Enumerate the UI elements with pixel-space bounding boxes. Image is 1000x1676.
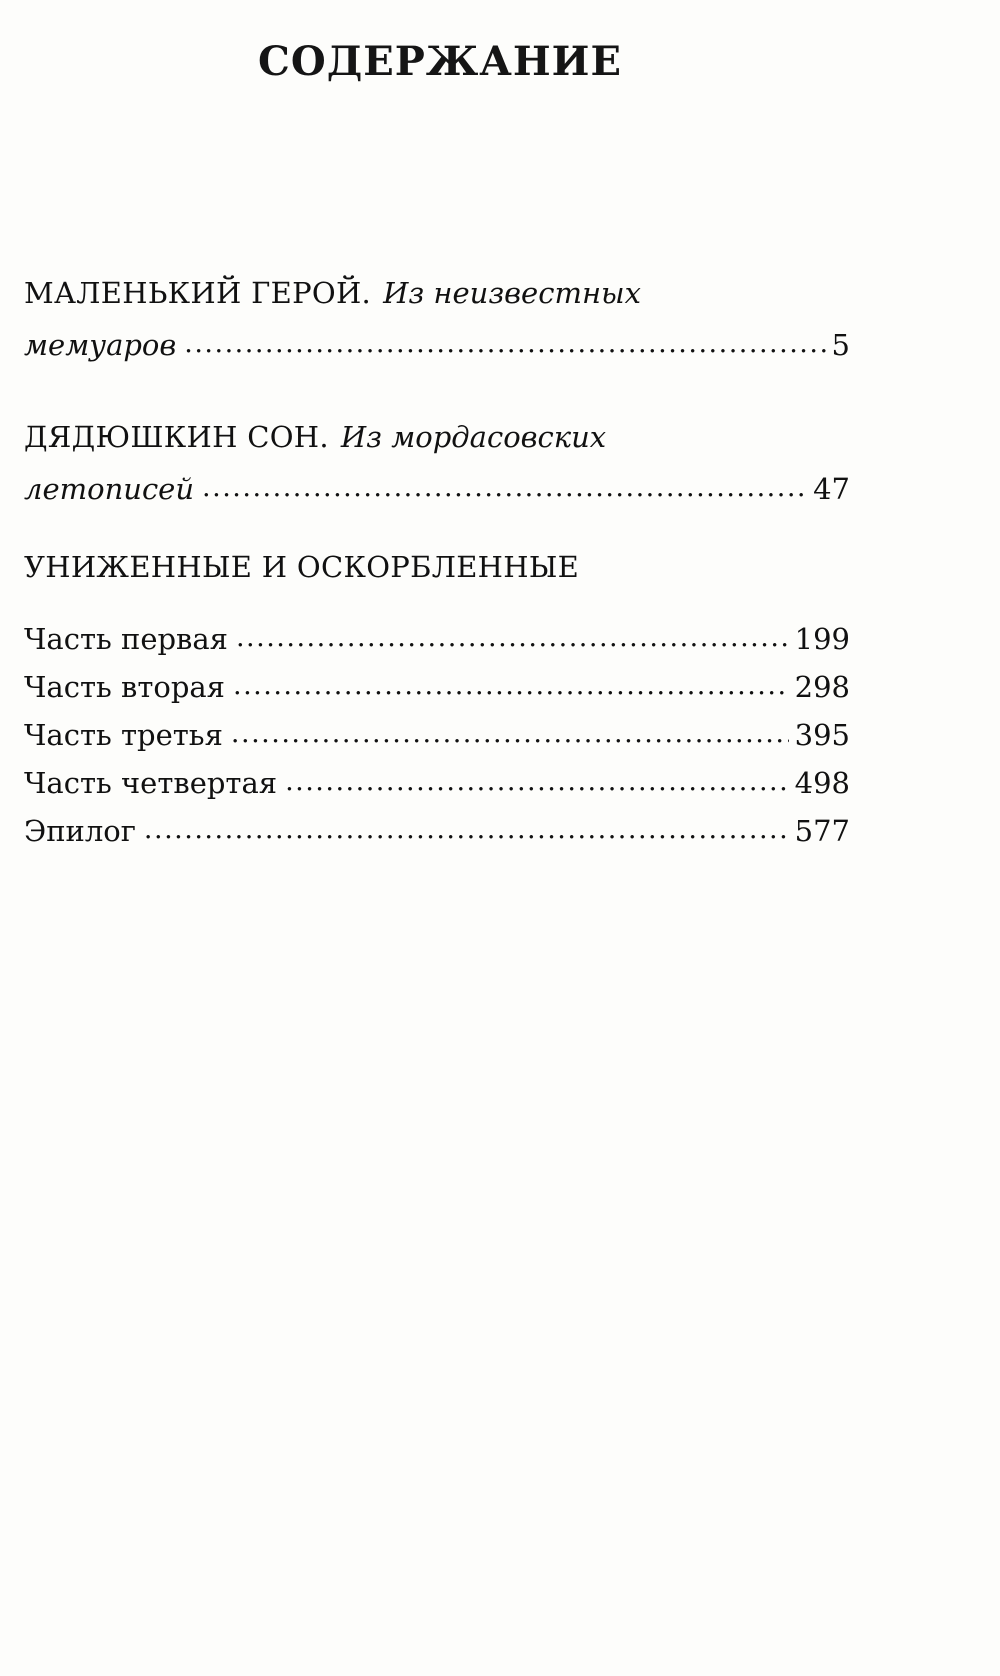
part-label: Часть вторая — [24, 670, 225, 704]
toc-part-2[interactable] — [24, 668, 850, 716]
part-page: 498 — [794, 766, 850, 800]
part-label: Часть третья — [24, 718, 223, 752]
dot-leader — [236, 620, 789, 649]
toc-entry-1-title: МАЛЕНЬКИЙ ГЕРОЙ. — [24, 276, 372, 310]
novel-heading — [24, 550, 850, 598]
part-page: 395 — [794, 718, 850, 752]
dot-leader — [285, 764, 789, 793]
dot-leader — [184, 326, 825, 355]
toc-entry-1-page: 5 — [831, 328, 850, 362]
dot-leader — [231, 716, 789, 745]
toc-entry-2-page: 47 — [813, 472, 850, 506]
toc-entry-1-line[interactable] — [24, 326, 850, 376]
novel-title: УНИЖЕННЫЕ И ОСКОРБЛЕННЫЕ — [24, 550, 580, 584]
toc-entry-2-subtitle-line1: Из мордасовских — [340, 420, 607, 454]
dot-leader — [144, 812, 789, 841]
part-page: 199 — [794, 622, 850, 656]
toc-part-4[interactable] — [24, 764, 850, 812]
toc-part-1[interactable] — [24, 620, 850, 668]
part-page: 298 — [794, 670, 850, 704]
dot-leader — [202, 470, 807, 499]
table-of-contents — [24, 276, 850, 860]
toc-entry-1-heading — [24, 276, 850, 326]
toc-entry-2-title: ДЯДЮШКИН СОН. — [24, 420, 329, 454]
part-label: Эпилог — [24, 814, 136, 848]
toc-entry-2-heading — [24, 420, 850, 470]
page-title: СОДЕРЖАНИЕ — [258, 38, 622, 85]
part-label: Часть первая — [24, 622, 228, 656]
toc-part-3[interactable] — [24, 716, 850, 764]
toc-entry-1-subtitle-line2: мемуаров — [24, 328, 177, 362]
dot-leader — [233, 668, 789, 697]
part-page: 577 — [794, 814, 850, 848]
toc-epilogue[interactable] — [24, 812, 850, 860]
toc-entry-2-line[interactable] — [24, 470, 850, 520]
part-label: Часть четвертая — [24, 766, 278, 800]
toc-entry-2-subtitle-line2: летописей — [24, 472, 195, 506]
toc-entry-1-subtitle-line1: Из неизвестных — [383, 276, 642, 310]
